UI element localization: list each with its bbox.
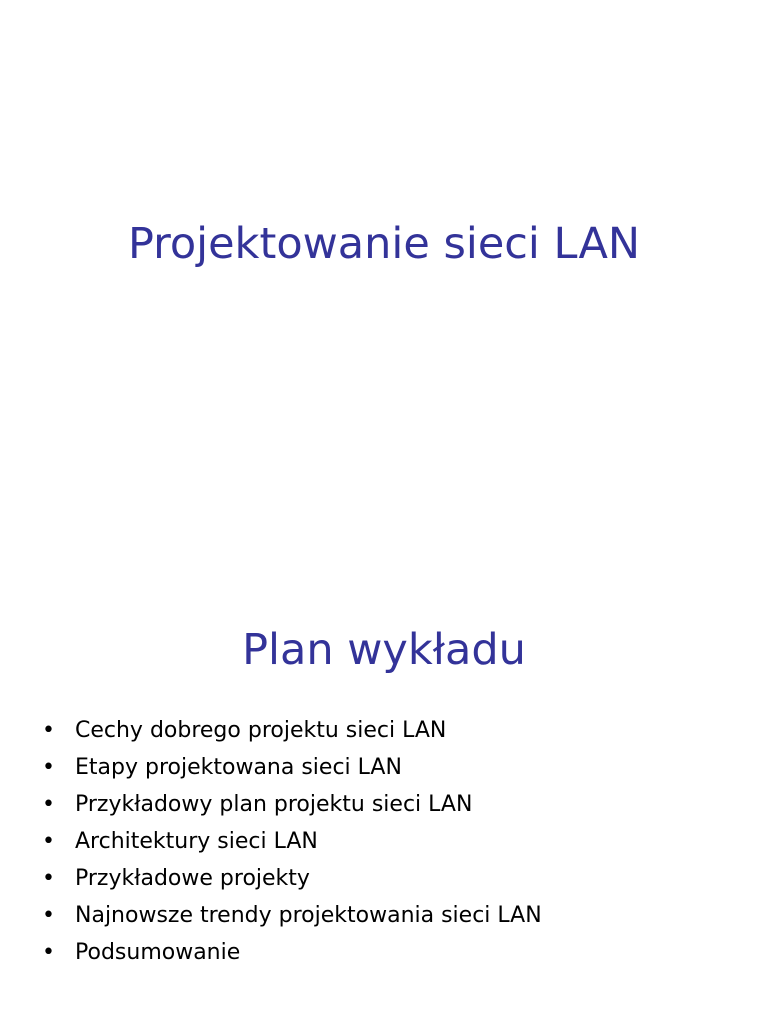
list-item-text: Architektury sieci LAN [75, 829, 318, 854]
list-item [42, 712, 542, 749]
list-item-text: Podsumowanie [75, 940, 241, 965]
lecture-plan-list [42, 712, 542, 971]
list-item-text: Najnowsze trendy projektowania sieci LAN [75, 903, 542, 928]
list-item [42, 860, 542, 897]
list-item [42, 749, 542, 786]
bullet-icon: • [42, 829, 55, 854]
list-item [42, 934, 542, 971]
bullet-icon: • [42, 718, 55, 743]
list-item-text: Etapy projektowana sieci LAN [75, 755, 402, 780]
slide-lecture-plan [0, 512, 768, 1024]
list-item-text: Cechy dobrego projektu sieci LAN [75, 718, 447, 743]
presentation-title: Projektowanie sieci LAN [127, 219, 641, 269]
bullet-icon: • [42, 866, 55, 891]
bullet-icon: • [42, 940, 55, 965]
bullet-icon: • [42, 903, 55, 928]
bullet-icon: • [42, 792, 55, 817]
bullet-icon: • [42, 755, 55, 780]
list-item [42, 823, 542, 860]
lecture-plan-title: Plan wykładu [242, 625, 526, 675]
list-item [42, 786, 542, 823]
list-item [42, 897, 542, 934]
list-item-text: Przykładowy plan projektu sieci LAN [75, 792, 473, 817]
list-item-text: Przykładowe projekty [75, 866, 310, 891]
